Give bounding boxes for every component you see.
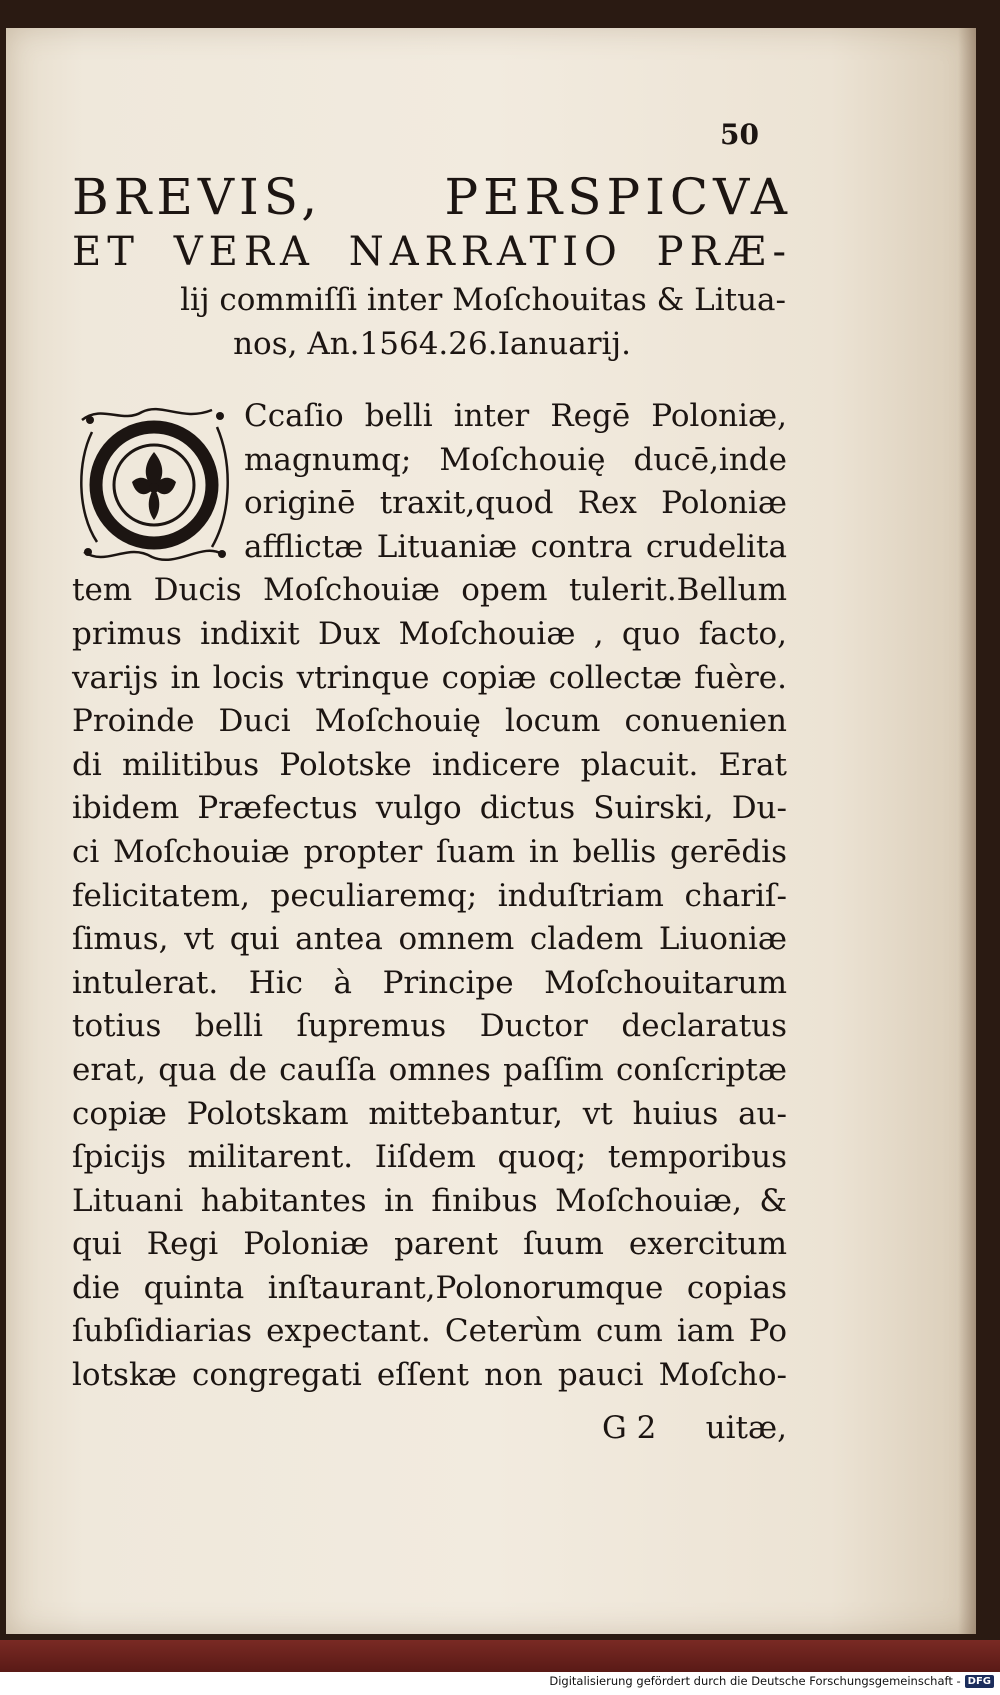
title-line-4: nos, An.1564.26.Ianuarij. bbox=[233, 326, 631, 362]
text-line: die quinta inſtaurant,Polonorumque copias bbox=[72, 1269, 787, 1306]
text-line: magnumq; Moſchouię ducē,inde bbox=[244, 441, 787, 478]
text-line: ibidem Præfectus vulgo dictus Suirski, Du- bbox=[72, 790, 787, 827]
text-line: varijs in locis vtrinque copiæ collectæ fuère. bbox=[72, 659, 787, 696]
text-line: Proinde Duci Moſchouię locum conuenien bbox=[72, 703, 787, 740]
dfg-logo: DFG bbox=[965, 1675, 994, 1688]
text-line: tem Ducis Moſchouiæ opem tulerit.Bellum bbox=[72, 572, 787, 609]
chapter-title bbox=[72, 168, 792, 366]
catchword: uitæ, bbox=[705, 1410, 787, 1446]
text-line: qui Regi Poloniæ parent ſuum exercitum bbox=[72, 1226, 787, 1263]
text-line: erat, qua de cauſſa omnes paſſim conſcriptæ bbox=[72, 1051, 787, 1088]
text-line: afflictæ Lituaniæ contra crudelita bbox=[244, 528, 787, 565]
title-line-1 bbox=[72, 168, 792, 226]
text-line: lotskæ congregati eſſent non pauci Moſcho- bbox=[72, 1357, 787, 1394]
book-edge-strip bbox=[0, 1640, 1000, 1672]
text-line: ſimus, vt qui antea omnem cladem Liuoniæ bbox=[72, 921, 787, 958]
text-line: Lituani habitantes in finibus Moſchouiæ, & bbox=[72, 1182, 787, 1219]
digitization-credit bbox=[549, 1674, 994, 1688]
text-line: primus indixit Dux Moſchouiæ , quo facto, bbox=[72, 615, 787, 652]
text-line: ſubſidiarias expectant. Ceterùm cum iam Po bbox=[72, 1313, 787, 1350]
text-line: copiæ Polotskam mittebantur, vt huius au- bbox=[72, 1095, 787, 1132]
title-word-2: PERSPICVA bbox=[444, 168, 792, 226]
credit-text: Digitalisierung gefördert durch die Deutsche Forschungsgemeinschaft - bbox=[549, 1674, 961, 1688]
title-line-2: ET VERA NARRATIO PRÆ- bbox=[72, 229, 792, 275]
text-line: Ccaſio belli inter Regē Poloniæ, bbox=[244, 398, 787, 434]
body-text bbox=[72, 395, 787, 1398]
signature-mark: G 2 bbox=[602, 1410, 657, 1446]
text-line: ſpicijs militarent. Iiſdem quoq; temporibus bbox=[72, 1139, 787, 1176]
page-number: 50 bbox=[720, 118, 759, 151]
title-word-1: BREVIS, bbox=[72, 168, 323, 226]
title-line-3: lij commiſſi inter Moſchouitas & Litua- bbox=[180, 282, 786, 318]
text-line: totius belli ſupremus Ductor declaratus bbox=[72, 1008, 787, 1045]
text-line: di militibus Polotske indicere placuit. Erat bbox=[72, 746, 787, 783]
page-shadow-edge bbox=[958, 28, 976, 1634]
text-line: felicitatem, peculiaremq; induſtriam chariſ- bbox=[72, 877, 787, 914]
text-line: originē traxit,quod Rex Poloniæ bbox=[244, 485, 787, 522]
text-line: intulerat. Hic à Principe Moſchouitarum bbox=[72, 964, 787, 1001]
text-line: ci Moſchouiæ propter ſuam in bellis gerēdis bbox=[72, 833, 787, 870]
